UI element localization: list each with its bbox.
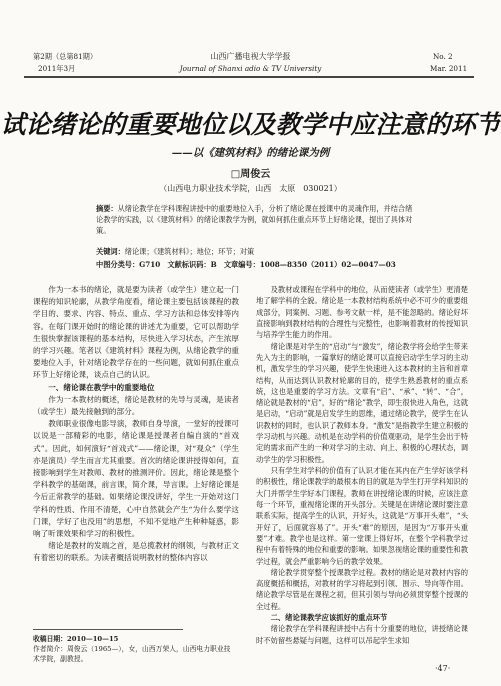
left-column bbox=[33, 284, 239, 565]
paragraph: 只有学生对学科的价值有了认识才能在其内在产生学好该学科的积极性，绪论课教学的最根本的目的就是为学生打开学科知识的大门并帮学生学好本门课程，教师在讲授绪论课的时候，应该注意每一个环节，重视绪论课的开头部分。关键是在讲绪论课时要注意联系实际，提高学生的认识，开好头，这就是“万事开头难”，“头开好了，后面就容易了”。开头“难”的原因，是因为“万事开头重要”才难。教学也是这样。第一堂课上得好坏，在整个学科教学过程中有着特殊的地位和重要的影响。如果忽视绪论课的重要性和教学过程，就会严重影响今后的教学效果。 bbox=[256, 466, 468, 566]
paragraph: 绪论教学贯穿整个授课教学过程。教材的绪论是对教材内容的高度概括和概括，对教材的学习将起到引领、围示、导向等作用。绪论教学尽管是在课程之初，但其引领与导向必须贯穿整个授课的全过程。 bbox=[256, 567, 468, 611]
page-number: ·47· bbox=[435, 664, 451, 673]
paragraph: 绪论是教材的发端之首，是总揽教材的纲领，与教材正文有着密切的联系。为读者概括说明教材的整体内容以 bbox=[33, 541, 239, 563]
abstract-text: 从绪论教学在学科课程讲授中的重要地位入手，分析了绪论课在授课中的灵魂作用，并结合绪论教学的实践，以《建筑材料》的绪论课教学为例，就如何抓住重点环节上好绪论课，提出了具体对策。 bbox=[96, 204, 413, 235]
page-title: 试论绪论的重要地位以及教学中应注意的环节 bbox=[0, 110, 501, 139]
header-journal-cn: 山西广播电视大学学报 bbox=[210, 52, 291, 61]
classification-line: 中图分类号：G710 文献标识码：B 文章编号：1008—8350（2011）02—0047—03 bbox=[96, 260, 396, 269]
paragraph: 绪论教学在学科课程讲授中占有十分重要的地位，讲授绪论课时不妨留些悬疑与问题，这样可以吊起学生求知 bbox=[256, 624, 468, 645]
received-date: 收稿日期：2010—10—15 bbox=[33, 635, 119, 643]
author: □周俊云 bbox=[230, 169, 271, 180]
keywords bbox=[96, 246, 414, 257]
paragraph: 作为一本教材的概述，绪论是教材的先导与灵魂，是读者（或学生）最先接触到的部分。 bbox=[33, 394, 239, 417]
footnote bbox=[33, 634, 233, 664]
subtitle: ——以《建筑材料》的绪论课为例 bbox=[171, 147, 330, 159]
abstract-label: 摘要： bbox=[96, 204, 118, 213]
keywords-label: 关键词： bbox=[96, 247, 125, 256]
section-heading: 一、绪论课在教学中的重要地位 bbox=[48, 382, 155, 392]
header-issue: 第2期（总第81期） bbox=[33, 52, 98, 61]
paragraph: 作为一本书的绪论，就是要为读者（或学生）建立起一门课程的知识轮廓，从教学角度看，绪论课主要包括该课程的教学目的、要求、内容、特点、重点、学习方法和总体安排等内容。在每门课开始时的绪论课的讲述尤为重要，它可以帮助学生很快掌握该课程的基本结构，尽快进入学习状态，产生浓厚的学习兴趣。笔者以《建筑材料》课程为例，从绪论教学的重要地位入手，针对绪论教学存在的一些问题，就如何抓住重点环节上好绪论课，谈点自己的认识。 bbox=[33, 285, 239, 380]
paragraph: 及教材或课程在学科中的地位，从而使读者（或学生）更清楚地了解学科的全貌。绪论是一本教材结构系统中必不可少的重要组成部分，同案例、习题、参考文献一样，是不能忽略的。绪论好坏直接影响到教材结构的合理性与完整性，也影响着教材的传授知识与培养学生能力的作用。 bbox=[256, 285, 468, 340]
keywords-text: 绪论课；《建筑材料》；地位；环节；对策 bbox=[124, 247, 255, 256]
author-info: 作者简介：周俊云（1965—），女，山西万荣人，山西电力职业技术学院，副教授。 bbox=[33, 645, 231, 663]
header-rule bbox=[24, 76, 474, 78]
header-journal-en: Journal of Shanxi adio & TV University bbox=[179, 64, 322, 73]
abstract bbox=[96, 203, 414, 236]
header-mar: Mar. 2011 bbox=[430, 64, 468, 73]
section-heading: 二、绪论课教学应该抓好的重点环节 bbox=[270, 613, 388, 623]
header-no: No. 2 bbox=[433, 52, 453, 61]
footnote-rule bbox=[33, 629, 183, 630]
paragraph: 绪论课是对学生的“启动”与“激发”，绪论教学将会给学生带来先入为主的影响，一篇掌好的绪论课可以直接启动学生学习的主动机，激发学生的学习兴趣，使学生快速进入这本教材的主旨和首章结构，从而达到认识教材轮廓的目的，使学生熟悉教材的重点系统，这也是重要的学习方法。文章有“启”、“承”、“转”、“合”，绪论就是教材的“启”，好的“绪论”教学，即生很快进入角色，这就是启动，“启动”就是启发学生的思维，通过绪论教学，使学生在认识教材的同时，也认识了教师本身。“激发”是指教学生建立积极的学习动机与兴趣。动机是在动学科的价值观驱动，是学生会出于特定的需求而产生的一种对学习的主动、向上、积极的心理状态，调动学生的学习积极性。 bbox=[256, 341, 468, 464]
right-column bbox=[256, 284, 468, 646]
paragraph: 教师职业很像电影导演，教师自身导演，一堂好的授课可以说是一部精彩的电影，绪论课是授课者自编自演的“首戏式”。因此，如何演好“首戏式”——绪论课，对“观众”（学生亦是演员）学生而言尤其重要。首次的绪论课讲授得如何，直接影响到学生对教师、教材的推测评价。因此，绪论课是整个学科教学的基础课，前言课，简介课，导言课。上好绪论课是今后正常教学的基础。如果绪论课没讲好，学生一开始对这门学科的性质、作用不清楚，心中自然就会产生“为什么要学这门课，学好了也没用”的思想，不知不觉地产生种种疑惑，影响了听课效果和学习的积极性。 bbox=[33, 419, 239, 539]
affiliation: （山西电力职业技术学院，山西 太原 030021） bbox=[159, 184, 342, 193]
header-year-month: 2011年3月 bbox=[38, 64, 76, 73]
